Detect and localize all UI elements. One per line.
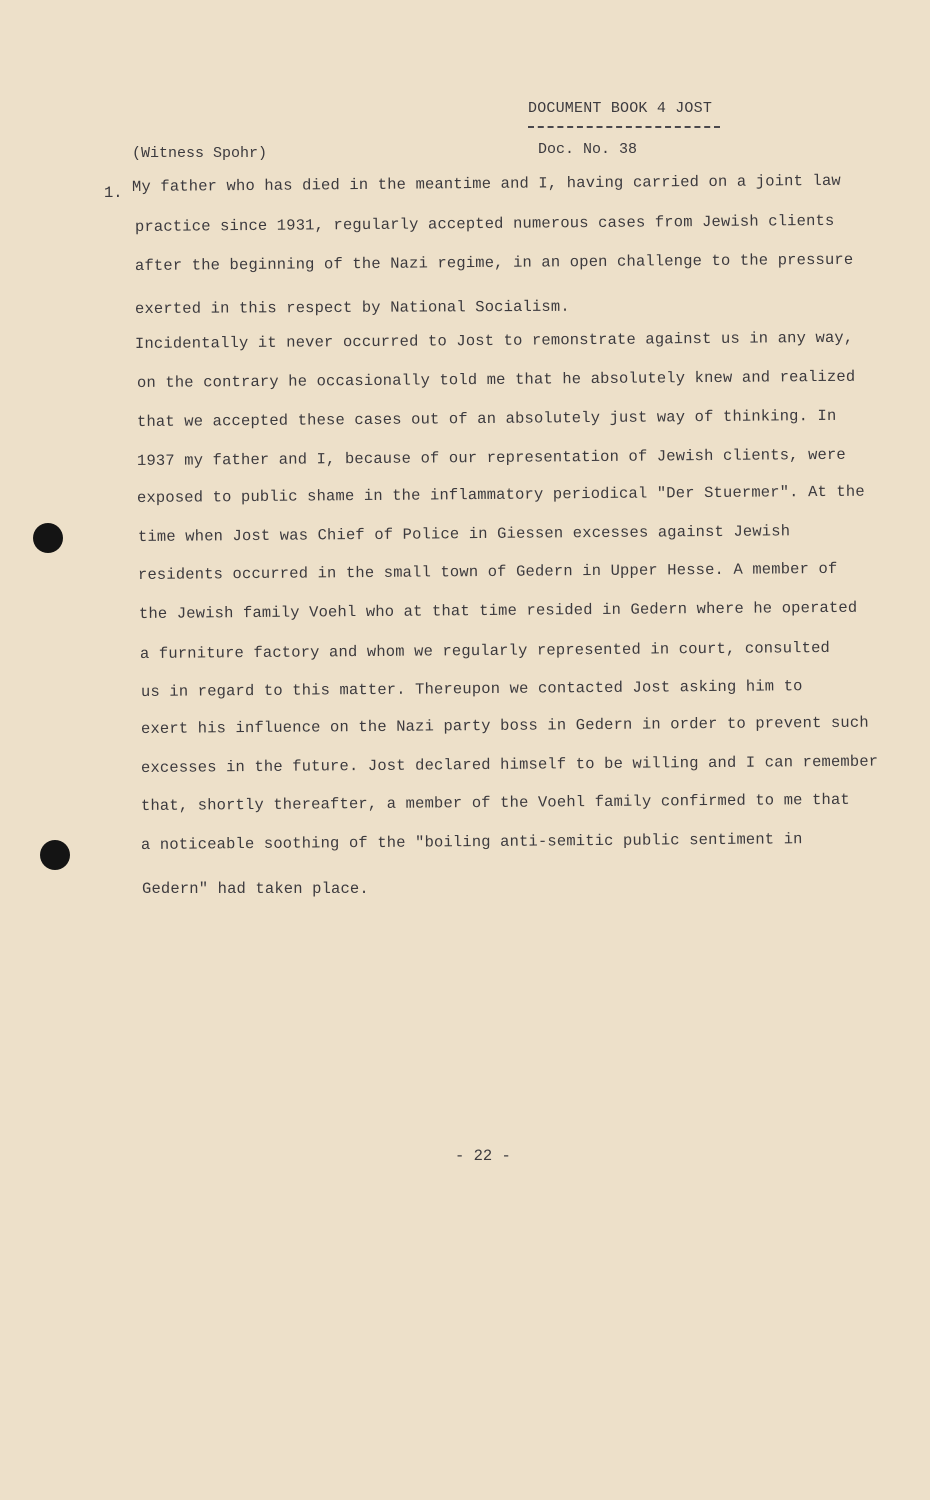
document-number: Doc. No. 38 xyxy=(538,141,638,158)
text-line: on the contrary he occasionally told me that he absolutely knew and realized xyxy=(136,367,856,392)
text-line: a noticeable soothing of the "boiling anti-semitic public sentiment in xyxy=(140,830,803,854)
text-line: exposed to public shame in the inflammatory periodical "Der Stuermer". At the xyxy=(136,482,865,507)
text-line: after the beginning of the Nazi regime, in an open challenge to the pressure xyxy=(134,250,854,275)
text-line: that we accepted these cases out of an absolutely just way of thinking. In xyxy=(136,406,837,431)
text-line: residents occurred in the small town of Gedern in Upper Hesse. A member of xyxy=(137,559,838,584)
text-line: practice since 1931, regularly accepted numerous cases from Jewish clients xyxy=(134,211,835,236)
text-line: time when Jost was Chief of Police in Giessen excesses against Jewish xyxy=(137,522,791,546)
text-line: 1937 my father and I, because of our representation of Jewish clients, were xyxy=(136,445,846,470)
text-line: exert his influence on the Nazi party boss in Gedern in order to prevent such xyxy=(140,713,869,738)
page-number: - 22 - xyxy=(455,1147,511,1165)
text-line: us in regard to this matter. Thereupon we contacted Jost asking him to xyxy=(140,677,803,701)
text-line: that, shortly thereafter, a member of the Voehl family confirmed to me that xyxy=(140,790,850,815)
text-line: excesses in the future. Jost declared himself to be willing and I can remember xyxy=(140,752,879,777)
text-line: My father who has died in the meantime and I, having carried on a joint law xyxy=(131,171,841,196)
punch-hole-lower xyxy=(40,840,70,870)
witness-label: (Witness Spohr) xyxy=(132,145,268,162)
item-number: 1. xyxy=(104,184,123,202)
text-line: Gedern" had taken place. xyxy=(142,880,369,898)
text-line: a furniture factory and whom we regularly represented in court, consulted xyxy=(139,638,831,663)
text-line: the Jewish family Voehl who at that time resided in Gedern where he operated xyxy=(138,598,858,623)
punch-hole-upper xyxy=(33,523,63,553)
text-line: Incidentally it never occurred to Jost to remonstrate against us in any way, xyxy=(134,328,854,353)
document-book-heading: DOCUMENT BOOK 4 JOST xyxy=(528,100,713,117)
heading-underline xyxy=(528,126,720,128)
text-line: exerted in this respect by National Socialism. xyxy=(134,297,570,318)
